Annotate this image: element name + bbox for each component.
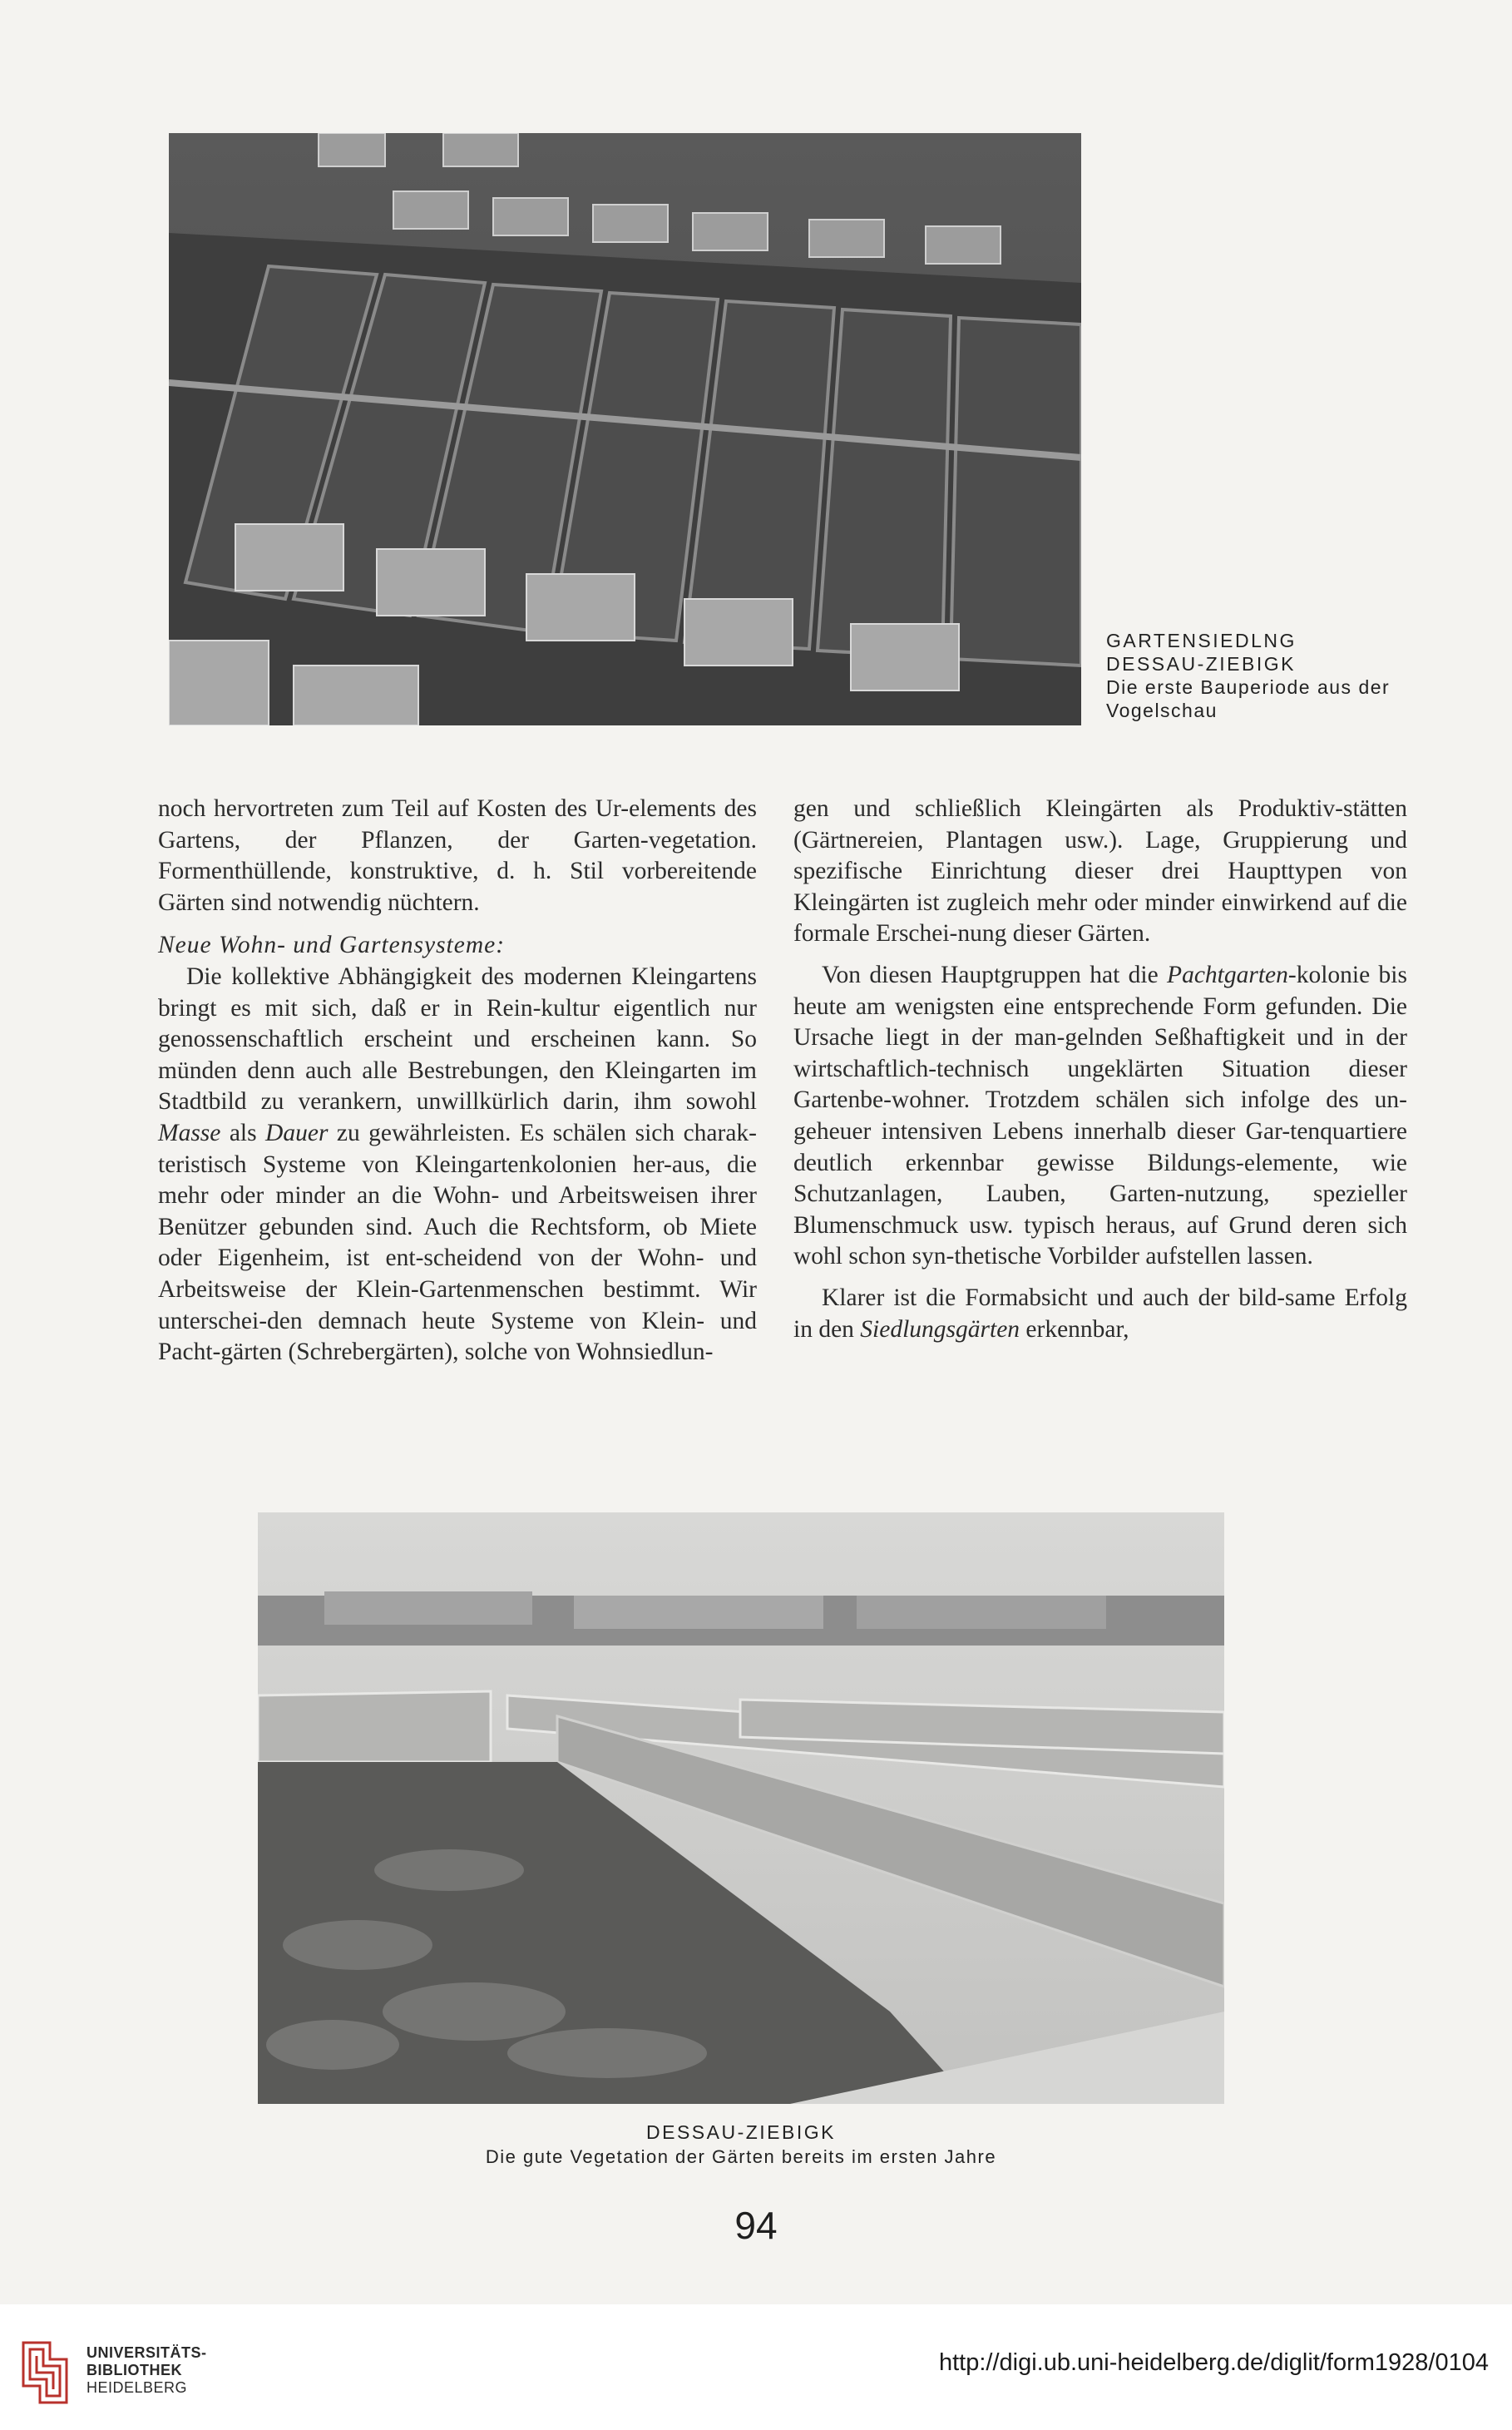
aerial-photo-garden-settlement — [169, 133, 1081, 725]
aerial-photo-caption — [1106, 629, 1455, 722]
emphasis: Pachtgarten- — [1167, 961, 1297, 988]
library-name-line3: HEIDELBERG — [86, 2379, 188, 2396]
digitization-footer — [0, 2304, 1512, 2430]
ub-heidelberg-logo-icon — [17, 2334, 75, 2411]
paragraph: Klarer ist die Formabsicht und auch der bild-same Erfolg in den Siedlungsgärten erkennbar, — [793, 1284, 1407, 1343]
library-name-line1: UNIVERSITÄTS- — [86, 2344, 207, 2361]
gardens-vegetation-photo — [258, 1512, 1224, 2104]
library-name-line2: BIBLIOTHEK — [86, 2362, 182, 2378]
paragraph: noch hervortreten zum Teil auf Kosten des Ur-elements des Gartens, der Pflanzen, der Garten-vegetation. Formenthüllende, konstruktive, d. h. Stil vorbereitende Gärten sind notwendig nüchtern. — [158, 795, 757, 916]
source-url-link[interactable]: http://digi.ub.uni-heidelberg.de/diglit/form1928/0104 — [938, 2349, 1489, 2376]
caption-title-line1: GARTENSIEDLNG — [1106, 630, 1297, 651]
text-column-left — [158, 794, 757, 1368]
page-number: 94 — [734, 2204, 778, 2247]
caption-title-line2: DESSAU-ZIEBIGK — [1106, 653, 1296, 675]
library-name — [86, 2344, 207, 2397]
caption-sub-line1: Die erste Bauperiode aus der — [1106, 676, 1391, 698]
emphasis: Siedlungsgärten — [860, 1315, 1020, 1343]
paragraph: Die kollektive Abhängigkeit des modernen Kleingartens bringt es mit sich, daß er in Rein-kultur eigentlich nur genossenschaftlich erscheint und erscheinen kann. So münden denn auch alle Bestrebungen, den Kleingarten im Stadtbild zu verankern, unwillkürlich darin, ihm sowohl Masse als Dauer zu gewährleisten. Es schälen sich charak-teristisch Systeme von Kleingartenkolonien her-aus, die mehr oder minder an die Wohn- und Arbeitsweisen ihrer Benützer gebunden sind. Auch die Rechtsform, ob Miete oder Eigenheim, ist ent-scheidend von der Wohn- und Arbeitsweise der Klein-Gartenmenschen bestimmt. Wir unterschei-den demnach heute Systeme von Klein- und Pacht-gärten (Schrebergärten), solche von Wohnsiedlun- — [158, 963, 757, 1366]
section-subheading: Neue Wohn- und Gartensysteme: — [158, 932, 506, 959]
emphasis: Masse — [158, 1119, 221, 1146]
emphasis: Dauer — [265, 1119, 329, 1146]
paragraph: gen und schließlich Kleingärten als Produktiv-stätten (Gärtnereien, Plantagen usw.). Lage, Gruppierung und spezifische Einrichtung dieser drei Haupttypen von Kleingärten ist zugleich mehr oder minder einwirkend auf die formale Erschei-nung dieser Gärten. — [793, 795, 1407, 948]
caption-subtitle: Die gute Vegetation der Gärten bereits im ersten Jahre — [485, 2146, 997, 2167]
text-column-right — [793, 794, 1407, 1345]
gardens-photo-caption — [258, 2120, 1224, 2170]
caption-sub-line2: Vogelschau — [1106, 700, 1218, 721]
caption-title: DESSAU-ZIEBIGK — [646, 2121, 836, 2143]
paragraph: Von diesen Hauptgruppen hat die Pachtgarten-kolonie bis heute am wenigsten eine entsprechende Form gefunden. Die Ursache liegt in der man-gelnden Seßhaftigkeit und in der wirtschaftlich-technisch ungeklärten Situation dieser Gartenbe-wohner. Trotzdem schälen sich infolge des un-geheuer intensiven Lebens innerhalb dieser Gar-tenquartiere deutlich erkennbar gewisse Bildungs-elemente, wie Schutzanlagen, Lauben, Garten-nutzung, spezieller Blumenschmuck usw. typisch heraus, auf Grund deren sich wohl schon syn-thetische Vorbilder aufstellen lassen. — [793, 961, 1407, 1270]
